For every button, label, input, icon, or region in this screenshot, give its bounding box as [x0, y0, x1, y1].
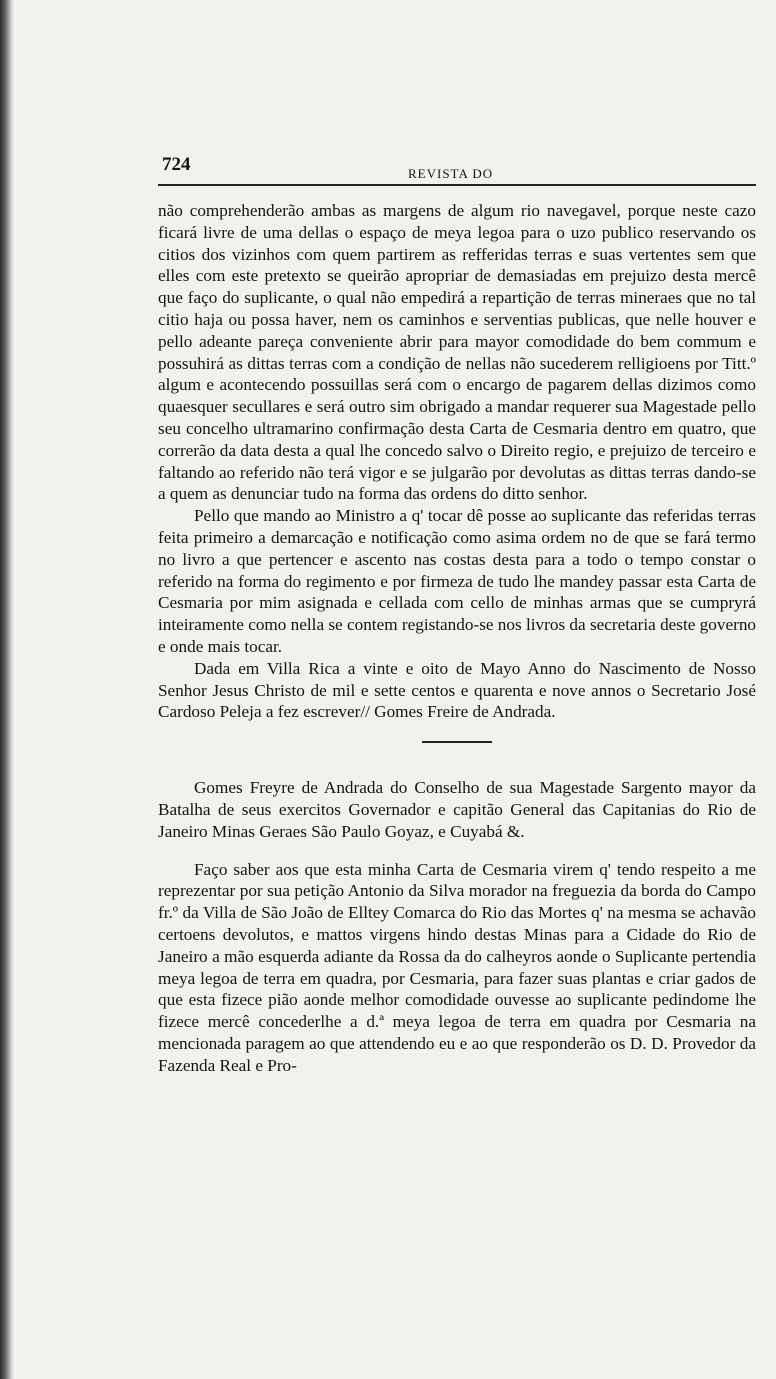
spacer — [158, 843, 756, 859]
header-rule — [158, 184, 756, 186]
paragraph-order: Pello que mando ao Ministro a q' tocar dê posse ao suplicante das referidas terras feita primeiro a demarcação e notificação como asima ordem no de que se fará termo no livro a que pertencer e ascento nas costas desta para a todo o tempo constar o referido na forma do regimento e por firmeza de tudo lhe mandey passar esta Carta de Cesmaria por mim asignada e cellada com cello de minhas armas que se cumpryrá inteiramente como nella se contem registando-se nos livros da secretaria deste governo e onde mais tocar. — [158, 506, 757, 656]
section-separator — [422, 741, 492, 743]
paragraph-governor-title: Gomes Freyre de Andrada do Conselho de sua Magestade Sargento mayor da Batalha de seus exercitos Governador e capitão General das Capitanias do Rio de Janeiro Minas Geraes São Paulo Goyaz, e Cuyabá &. — [158, 778, 756, 841]
paragraph-continued: não comprehenderão ambas as margens de algum rio navegavel, porque neste cazo ficará livre de uma dellas o espaço de meya legoa para o uzo publico reservando os citios dos vizinhos com quem partirem as refferidas terras e suas vertentes sem que elles com este pretexto se queirão apropriar de demasiadas em prejuizo desta mercê que faço do suplicante, o qual não empedirá a repartição de terras mineraes que no tal citio haja ou possa haver, nem os caminhos e serventias publicas, que nelle houver e pello adeante pareça conveniente abrir para mayor comodidade do bem commum e possuhirá as dittas terras com a condição de nellas não sucederem relligioens por Titt.º algum e acontecendo possuillas será com o encargo de pagarem dellas dizimos como quaesquer secullares e será outro sim obrigado a mandar requerer sua Magestade pello seu concelho ultramarino confirmação desta Carta de Cesmaria dentro em quatro, que correrão da data desta a qual lhe concedo salvo o Direito regio, e prejuizo de terceiro e faltando ao referido não terá vigor e se julgarão por devolutas as dittas terras dando-se a quem as denunciar tudo na forma das ordens do ditto senhor. — [158, 201, 756, 504]
document-page — [158, 150, 756, 1076]
page-number: 724 — [162, 154, 191, 175]
running-head — [158, 150, 756, 180]
journal-title: REVISTA DO — [408, 166, 494, 181]
paragraph-grant: Faço saber aos que esta minha Carta de Cesmaria virem q' tendo respeito a me reprezentar por sua petição Antonio da Silva morador na freguezia da borda do Campo fr.º da Villa de São João de Elltey Comarca do Rio das Mortes q' na mesma se achavão certoens devolutos, e mattos virgens hindo destas Minas para a Cidade do Rio de Janeiro a mão esquerda adiante da Rossa da do calheyros aonde o Suplicante pertendia meya legoa de terra em quadra, por Cesmaria, para fazer suas plantas e criar gados de que esta fizece pião aonde melhor comodidade ouvesse ao suplicante pedindome lhe fizece mercê concederlhe a d.ª meya legoa de terra em quadra por Cesmaria na mencionada paragem ao que attendendo eu e ao que responderão os D. D. Provedor da Fazenda Real e Pro- — [158, 859, 756, 1075]
book-binding-edge — [0, 0, 14, 1379]
paragraph-date-signature: Dada em Villa Rica a vinte e oito de Mayo Anno do Nascimento de Nosso Senhor Jesus Christo de mil e sette centos e quarenta e nove annos o Secretario José Cardoso Peleja a fez escrever// Gomes Freire de Andrada. — [158, 658, 756, 722]
